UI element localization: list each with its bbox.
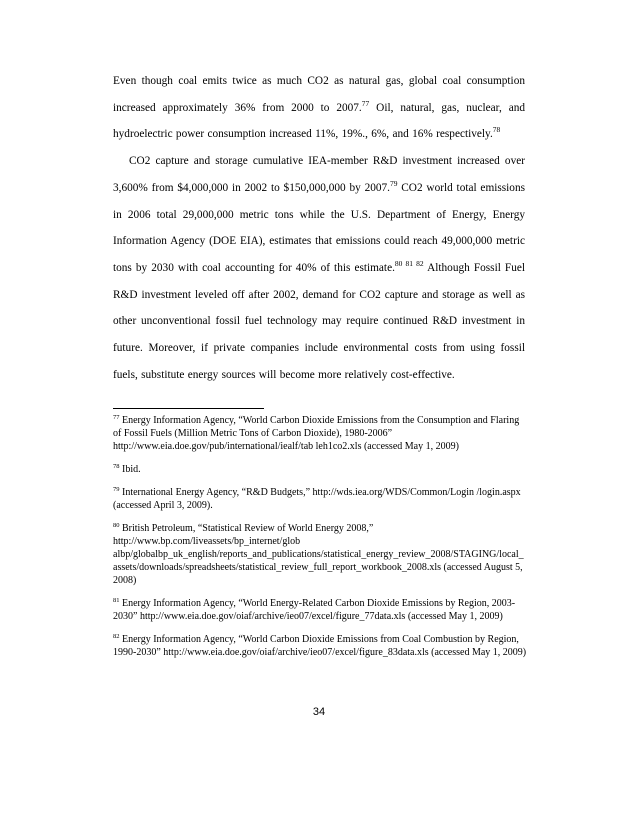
paragraph-text: Even though coal emits twice as much CO2 as natural gas, global coal consumption increased approximately 36% from 2000 to 2007.	[113, 75, 525, 114]
body-text	[113, 68, 525, 388]
footnote-ref[interactable]: 78	[492, 125, 501, 135]
footnote	[113, 463, 528, 476]
paragraph	[113, 148, 525, 388]
footnote-ref[interactable]: 80 81 82	[394, 258, 424, 268]
footnotes	[113, 414, 528, 669]
footnote-text: British Petroleum, “Statistical Review of World Energy 2008,” http://www.bp.com/liveassets/bp_internet/glob albp/globalbp_uk_english/reports_and_publications/statistical_energy_review_2008/STAGING/local_assets/downloads/spreadsheets/statistical_review_full_report_workbook_2008.xls (accessed August 5, 2008)	[113, 523, 524, 586]
paragraph-text: CO2 world total emissions in 2006 total 29,000,000 metric tons while the U.S. Department of Energy, Energy Information Agency (DOE EIA), estimates that emissions could reach 49,000,000 metric tons by 2030 with coal accounting for 40% of this estimate.	[113, 181, 525, 274]
footnote	[113, 522, 528, 587]
footnote-text: Energy Information Agency, “World Carbon Dioxide Emissions from Coal Combustion by Region, 1990-2030” http://www.eia.doe.gov/oiaf/archive/ieo07/excel/figure_83data.xls (accessed May 1, 2009)	[113, 634, 527, 658]
footnote-text: Energy Information Agency, “World Carbon Dioxide Emissions from the Consumption and Flaring of Fossil Fuels (Million Metric Tons of Carbon Dioxide), 1980-2006” http://www.eia.doe.gov/pub/international/iealf/tab leh1co2.xls (accessed May 1, 2009)	[113, 415, 520, 452]
page-number: 34	[312, 706, 326, 718]
footnote-text: International Energy Agency, “R&D Budgets,” http://wds.iea.org/WDS/Common/Login /login.aspx (accessed April 3, 2009).	[113, 487, 521, 511]
footnote-number: 78	[113, 463, 120, 470]
paragraph	[113, 68, 525, 148]
footnote	[113, 414, 528, 453]
footnote-number: 77	[113, 414, 120, 421]
footnote-ref[interactable]: 79	[389, 178, 398, 188]
footnote-text: Energy Information Agency, “World Energy-Related Carbon Dioxide Emissions by Region, 2003-2030” http://www.eia.doe.gov/oiaf/archive/ieo07/excel/figure_77data.xls (accessed May 1, 2009)	[113, 598, 516, 622]
footnote-number: 79	[113, 486, 120, 493]
footnote	[113, 633, 528, 659]
footnote-number: 81	[113, 597, 120, 604]
footnote	[113, 486, 528, 512]
footnote-number: 82	[113, 633, 120, 640]
paragraph-text: CO2 capture and storage cumulative IEA-member R&D investment increased over 3,600% from $4,000,000 in 2002 to $150,000,000 by 2007.	[113, 155, 525, 194]
paragraph-text: Although Fossil Fuel R&D investment leveled off after 2002, demand for CO2 capture and storage as well as other unconventional fossil fuel technology may require continued R&D investment in future. Moreover, if private companies include environmental costs from using fossil fuels, substitute energy sources will become more relatively cost-effective.	[113, 261, 525, 381]
footnote-separator	[113, 408, 264, 409]
footnote-text: Ibid.	[119, 464, 141, 475]
footnote	[113, 597, 528, 623]
footnote-ref[interactable]: 77	[361, 98, 370, 108]
footnote-number: 80	[113, 522, 120, 529]
paragraph-text: Oil, natural, gas, nuclear, and hydroelectric power consumption increased 11%, 19%., 6%, and 16% respectively.	[113, 101, 526, 141]
